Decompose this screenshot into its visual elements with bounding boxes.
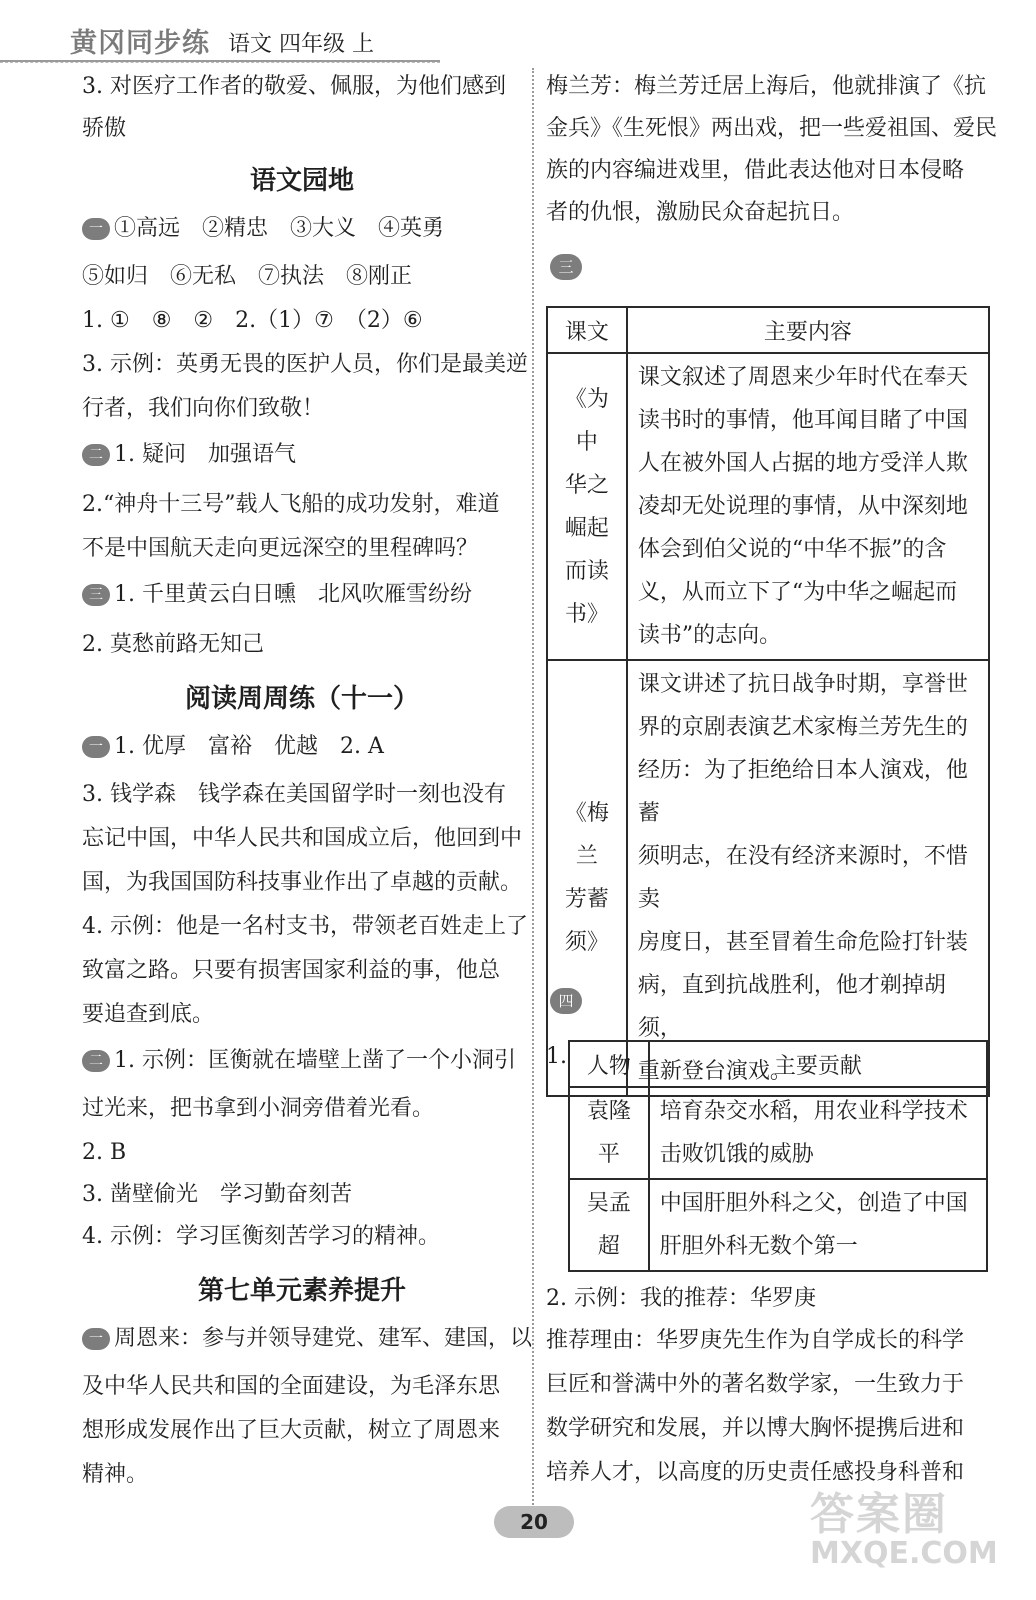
text-line: 过光来，把书拿到小洞旁借着光看。 [82, 1096, 435, 1121]
section-title: 语文园地 [249, 166, 354, 196]
text-line: ⑤如归 ⑥无私 ⑦执法 ⑧刚正 [82, 264, 413, 289]
text-line: 2. 示例：我的推荐：华罗庚 [546, 1286, 816, 1311]
lesson-content-cell: 课文讲述了抗日战争时期，享誉世 界的京剧表演艺术家梅兰芳先生的 经历：为了拒绝给日本人演戏，他蓄 须明志，在没有经济来源时，不惜卖 房度日，甚至冒着生命危险打针装 病，直到抗战胜利，他才剃掉胡须， 重新登台演戏。 [627, 660, 989, 1096]
text-line: 要追查到底。 [82, 1002, 215, 1027]
text-line: 1. ① ⑧ ② 2.（1）⑦ （2）⑥ [82, 308, 423, 333]
text-line: 行者，我们向你们致敬！ [82, 396, 325, 421]
watermark-logo: 答案圈 MXQE.COM [810, 1489, 998, 1571]
text-line: 二 1. 示例：匡衡就在墙壁上凿了一个小洞引 [82, 1046, 516, 1076]
table-header: 人物 [569, 1041, 649, 1087]
section-badge-two: 二 [82, 444, 110, 466]
text-line: 忘记中国，中华人民共和国成立后，他回到中 [82, 826, 523, 851]
lesson-title-cell: 《为中 华之 崛起 而读 书》 [547, 353, 627, 660]
contribution-table [568, 1040, 988, 1272]
text-line: 国，为我国国防科技事业作出了卓越的贡献。 [82, 870, 523, 895]
text-line: 巨匠和誉满中外的著名数学家，一生致力于 [546, 1372, 965, 1397]
text-line: 骄傲 [82, 116, 127, 141]
text-line: 想形成发展作出了巨大贡献，树立了周恩来 [82, 1418, 501, 1443]
text-line: 及中华人民共和国的全面建设，为毛泽东思 [82, 1374, 501, 1399]
text-line: 金兵》《生死恨》两出戏，把一些爱祖国、爱民 [546, 116, 998, 141]
text-line: 3. 凿壁偷光 学习勤奋刻苦 [82, 1182, 352, 1207]
page-header [70, 26, 374, 60]
text-line: 一 周恩来：参与并领导建党、建军、建国，以 [82, 1324, 532, 1354]
text-line: 梅兰芳：梅兰芳迁居上海后，他就排演了《抗 [546, 74, 987, 99]
section-badge-three: 三 [82, 584, 110, 606]
text-line: 3. 示例：英勇无畏的医护人员，你们是最美逆 [82, 352, 528, 377]
section-badge-three: 三 [550, 254, 582, 280]
section-badge-four: 四 [550, 988, 582, 1014]
question-number: 1. [546, 1044, 567, 1069]
text-line: 数学研究和发展，并以博大胸怀提携后进和 [546, 1416, 965, 1441]
header-dots [0, 62, 440, 63]
person-name-cell: 吴孟超 [569, 1179, 649, 1271]
text-line: 2. B [82, 1140, 127, 1165]
subject-label: 语文 四年级 上 [228, 32, 374, 57]
section-badge-one: 一 [82, 1328, 110, 1350]
text-line: 3. 钱学森 钱学森在美国留学时一刻也没有 [82, 782, 506, 807]
text-line: 3. 对医疗工作者的敬爱、佩服，为他们感到 [82, 74, 506, 99]
text-line: 2.“神舟十三号”载人飞船的成功发射，难道 [82, 492, 500, 517]
text-line: 致富之路。只要有损害国家利益的事，他总 [82, 958, 501, 983]
text-line: 三 1. 千里黄云白日曛 北风吹雁雪纷纷 [82, 580, 472, 610]
text-line: 一 ①高远 ②精忠 ③大义 ④英勇 [82, 214, 444, 244]
text-line: 族的内容编进戏里，借此表达他对日本侵略 [546, 158, 965, 183]
brand-logo: 黄冈同步练 [70, 28, 210, 59]
lesson-summary-table [546, 306, 990, 1097]
page-number: 20 [494, 1506, 574, 1538]
text-line: 4. 示例：他是一名村支书，带领老百姓走上了 [82, 914, 528, 939]
text-line: 2. 莫愁前路无知己 [82, 632, 264, 657]
text-line: 精神。 [82, 1462, 149, 1487]
text-line: 4. 示例：学习匡衡刻苦学习的精神。 [82, 1224, 440, 1249]
section-badge-one: 一 [82, 736, 110, 758]
section-badge-two: 二 [82, 1050, 110, 1072]
section-title: 阅读周周练（十一） [184, 684, 419, 714]
person-name-cell: 袁隆平 [569, 1087, 649, 1179]
lesson-title-cell: 《梅兰 芳蓄 须》 [547, 660, 627, 1096]
text-line: 者的仇恨，激励民众奋起抗日。 [546, 200, 855, 225]
lesson-content-cell: 课文叙述了周恩来少年时代在奉天 读书时的事情，他耳闻目睹了中国 人在被外国人占据的地方受洋人欺 凌却无处说理的事情，从中深刻地 体会到伯父说的“中华不振”的含 义，从而立下了“为中华之崛起而 读书”的志向。 [627, 353, 989, 660]
table-header: 课文 [547, 307, 627, 353]
section-badge-one: 一 [82, 218, 110, 240]
section-title: 第七单元素养提升 [197, 1276, 406, 1306]
text-line: 一 1. 优厚 富裕 优越 2. A [82, 732, 384, 762]
text-line: 培养人才，以高度的历史责任感投身科普和 [546, 1460, 965, 1485]
text-line: 不是中国航天走向更远深空的里程碑吗？ [82, 536, 479, 561]
contribution-cell: 中国肝胆外科之父，创造了中国 肝胆外科无数个第一 [649, 1179, 987, 1271]
text-line: 二 1. 疑问 加强语气 [82, 440, 296, 470]
column-divider [532, 68, 534, 1508]
text-line: 推荐理由：华罗庚先生作为自学成长的科学 [546, 1328, 965, 1353]
table-header: 主要贡献 [649, 1041, 987, 1087]
table-header: 主要内容 [627, 307, 989, 353]
contribution-cell: 培育杂交水稻，用农业科学技术 击败饥饿的威胁 [649, 1087, 987, 1179]
